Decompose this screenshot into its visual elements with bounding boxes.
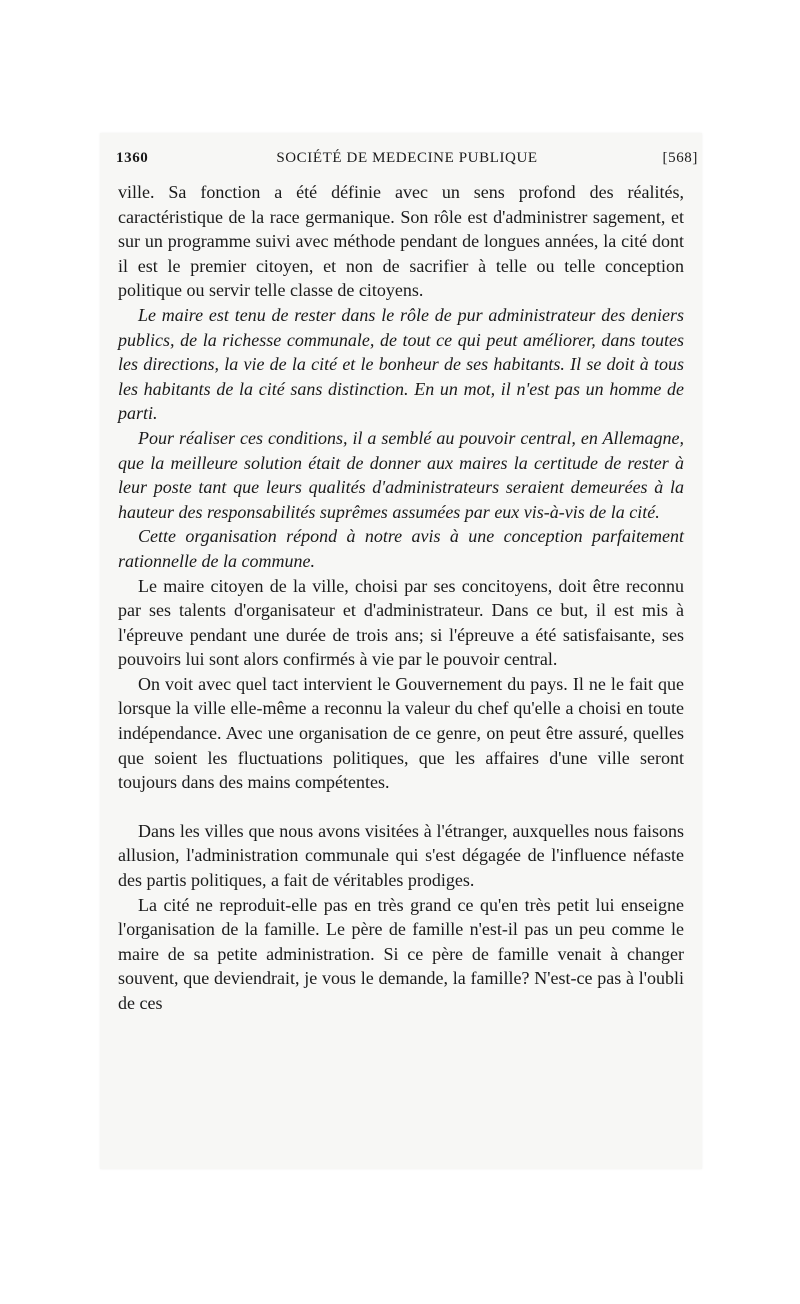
paragraph-italic: Le maire est tenu de rester dans le rôle de pur administrateur des deniers publics, de la richesse communale, de tout ce qui peut améliorer, dans toutes les directions, la vie de la cité et le bonheur de ses habitants. Il se doit à tous les habitants de la cité sans distinction. En un mot, il n'est pas un homme de parti. bbox=[118, 304, 684, 424]
paragraph: Le maire citoyen de la ville, choisi par ses concitoyens, doit être reconnu par ses talents d'organisateur et d'administrateur. Dans ce but, il est mis à l'épreuve pendant une durée de trois ans; si l'épreuve a été satisfaisante, ses pouvoirs lui sont alors confirmés à vie par le pouvoir central. bbox=[118, 575, 684, 670]
paragraph-italic: Pour réaliser ces conditions, il a semblé au pouvoir central, en Allemagne, que la meilleure solution était de donner aux maires la certitude de rester à leur poste tant que leurs qualités d'administrateurs seraient demeurées à la hauteur des responsabilités suprêmes assumées par eux vis-à-vis de la cité. bbox=[118, 427, 684, 522]
paragraph: On voit avec quel tact intervient le Gouvernement du pays. Il ne le fait que lorsque la ville elle-même a reconnu la valeur du chef qu'elle a choisi en toute indépendance. Avec une organisation de ce genre, on peut être assuré, quelles que soient les fluctuations politiques, que les affaires d'une ville seront toujours dans des mains compétentes. bbox=[118, 673, 684, 793]
section-number: [568] bbox=[662, 150, 698, 166]
paragraph: ville. Sa fonction a été définie avec un sens profond des réalités, caractéristique de la race germanique. Son rôle est d'administrer sagement, et sur un programme suivi avec méthode pendant de longues années, la cité dont il est le premier citoyen, et non de sacrifier à telle ou telle conception politique ou servir telle classe de citoyens. bbox=[118, 182, 684, 301]
page-number: 1360 bbox=[116, 150, 149, 166]
paragraph: Dans les villes que nous avons visitées à l'étranger, auxquelles nous faisons allusion, l'administration communale qui s'est dégagée de l'influence néfaste des partis politiques, a fait de véritables prodiges. bbox=[118, 820, 684, 891]
running-header bbox=[116, 150, 698, 174]
paragraph-italic: Cette organisation répond à notre avis à une conception parfaitement rationnelle de la commune. bbox=[118, 526, 684, 571]
paragraph: La cité ne reproduit-elle pas en très grand ce qu'en très petit lui enseigne l'organisation de la famille. Le père de famille n'est-il pas un peu comme le maire de sa petite administration. Si ce père de famille venait à changer souvent, que deviendrait, je vous le demande, la famille? N'est-ce pas à l'oubli de ces bbox=[118, 894, 684, 1013]
body-text bbox=[118, 180, 684, 1016]
running-title: SOCIÉTÉ DE MEDECINE PUBLIQUE bbox=[276, 150, 538, 166]
